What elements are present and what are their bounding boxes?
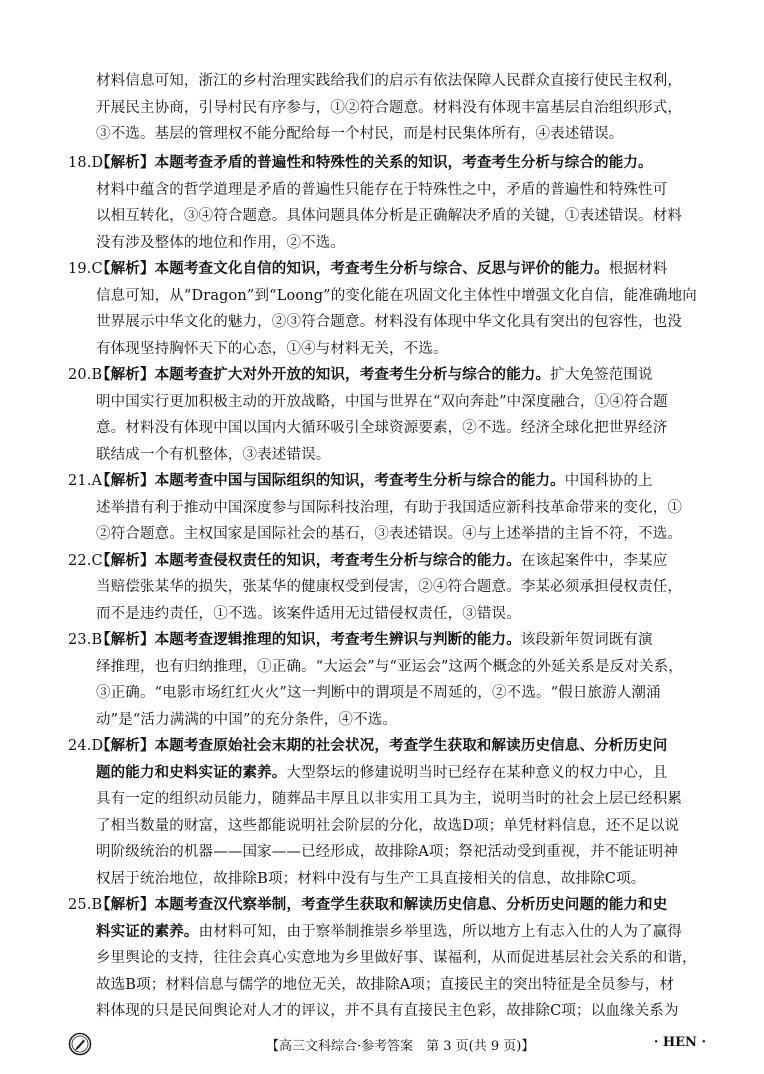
answer-line — [68, 786, 702, 813]
answer-line — [68, 627, 702, 654]
answer-line — [68, 230, 702, 257]
analysis-text: 扩大免签范围说 — [550, 367, 653, 383]
analysis-heading: 【解析】本题考查文化自信的知识，考查考生分析与综合、反思与评价的能力。 — [96, 260, 609, 277]
intro-line: ③不选。基层的管理权不能分配给每一个村民，而是村民集体所有，④表述错误。 — [96, 126, 624, 142]
question-number: 19.C — [68, 261, 103, 277]
answer-line — [68, 998, 702, 1025]
footer-code: · HEN · — [653, 1035, 706, 1050]
analysis-text: 明中国实行更加积极主动的开放战略，中国与世界在“双向奔赴”中深度融合，①④符合题 — [96, 393, 668, 410]
answer-item — [68, 256, 702, 362]
analysis-text: 意。材料没有体现中国以国内大循环吸引全球资源要素，②不选。经济全球化把世界经济 — [96, 420, 668, 436]
answer-line — [68, 574, 702, 601]
answer-line — [68, 892, 702, 919]
analysis-text: 在该起案件中，李某应 — [520, 552, 668, 569]
answer-line — [68, 256, 702, 283]
analysis-heading: 【解析】本题考查扩大对外开放的知识，考查考生分析与综合的能力。 — [96, 366, 551, 383]
answer-list — [68, 150, 702, 1025]
analysis-text: 有体现坚持胸怀天下的心态，①④与材料无关，不选。 — [96, 340, 448, 357]
answer-line — [68, 839, 702, 866]
answer-line — [68, 442, 702, 469]
answer-line — [68, 336, 702, 363]
analysis-text: 信息可知，从“Dragon”到“Loong”的变化能在巩固文化主体性中增强文化自信，能准确地向 — [96, 287, 697, 304]
answer-line — [68, 654, 702, 681]
analysis-text: 世界展示中华文化的魅力，②③符合题意。材料没有体现中华文化具有突出的包容性，也没 — [96, 314, 682, 330]
answer-item — [68, 362, 702, 468]
answer-line — [68, 150, 702, 177]
analysis-text: 了相当数量的财富，这些都能说明社会阶层的分化，故选D项；单凭材料信息，还不足以说 — [96, 817, 680, 834]
answer-line — [68, 177, 702, 204]
analysis-heading: 【解析】本题考查逻辑推理的知识，考查考生辨识与判断的能力。 — [96, 631, 521, 648]
answer-line — [68, 919, 702, 946]
intro-paragraph — [96, 68, 702, 148]
answer-line — [68, 760, 702, 787]
answer-line — [68, 309, 702, 336]
analysis-heading: 【解析】本题考查中国与国际组织的知识，考查考生分析与综合的能力。 — [96, 472, 565, 489]
analysis-text: 由材料可知，由于察举制推崇乡举里选，所以地方上有志入仕的人为了赢得 — [198, 923, 683, 940]
answer-line — [68, 866, 702, 893]
analysis-text: 权居于统治地位，故排除B项；材料中没有与生产工具直接相关的信息，故排除C项。 — [96, 870, 646, 887]
question-number: 20.B — [68, 367, 103, 383]
analysis-heading: 【解析】本题考查侵权责任的知识，考查考生分析与综合的能力。 — [96, 551, 521, 569]
analysis-text: ③正确。“电影市场红红火火”这一判断中的谓项是不周延的，②不选。“假日旅游人潮涌 — [96, 685, 661, 701]
pen-circle-logo-icon — [68, 1032, 92, 1056]
question-number: 23.B — [68, 632, 103, 648]
answer-line — [68, 415, 702, 442]
analysis-text: 中国科协的上 — [564, 473, 653, 489]
answer-line — [68, 495, 702, 522]
analysis-text: 乡里舆论的支持，往往会真心实意地为乡里做好事、谋福利，从而促进基层社会关系的和谐， — [96, 950, 697, 966]
analysis-text: 联结成一个有机整体，③表述错误。 — [96, 446, 331, 463]
question-number: 18.D — [68, 155, 104, 171]
analysis-heading: 【解析】本题考查汉代察举制，考查学生获取和解读历史信息、分析历史问题的能力和史 — [96, 896, 668, 913]
answer-line — [68, 362, 702, 389]
analysis-text: 而不是违约责任，①不选。该案件适用无过错侵权责任，③错误。 — [96, 605, 521, 622]
analysis-text: 以相互转化，③④符合题意。具体问题具体分析是正确解决矛盾的关键，①表述错误。材料 — [96, 208, 682, 224]
answer-line — [68, 468, 702, 495]
question-number: 25.B — [68, 897, 103, 913]
question-number: 21.A — [68, 473, 103, 489]
answer-line — [68, 813, 702, 840]
answer-item — [68, 150, 702, 256]
analysis-text: 材料中蕴含的哲学道理是矛盾的普遍性只能存在于特殊性之中，矛盾的普遍性和特殊性可 — [96, 181, 668, 198]
question-number: 24.D — [68, 738, 104, 754]
answer-item — [68, 548, 702, 628]
answer-item — [68, 468, 702, 548]
answer-line — [68, 707, 702, 734]
analysis-text: 根据材料 — [608, 261, 668, 277]
answer-item — [68, 627, 702, 733]
analysis-heading: 【解析】本题考查原始社会末期的社会状况，考查学生获取和解读历史信息、分析历史问 — [96, 737, 668, 754]
answer-line — [68, 389, 702, 416]
answer-line — [68, 680, 702, 707]
analysis-text: 大型祭坛的修建说明当时已经存在某种意义的权力中心，且 — [286, 764, 668, 781]
answer-line — [68, 601, 702, 628]
analysis-text: 动”是“活力满满的中国”的充分条件，④不选。 — [96, 711, 398, 728]
answer-line — [68, 521, 702, 548]
intro-line: 材料信息可知，浙江的乡村治理实践给我们的启示有依法保障人民群众直接行使民主权利， — [96, 73, 682, 89]
analysis-text: 绎推理，也有归纳推理，①正确。“大运会”与“亚运会”这两个概念的外延关系是反对关系， — [96, 658, 683, 675]
analysis-text: 该段新年贺词既有演 — [520, 632, 653, 648]
answer-line — [68, 945, 702, 972]
answer-line — [68, 972, 702, 999]
intro-line: 开展民主协商，引导村民有序参与，①②符合题意。材料没有体现丰富基层自治组织形式， — [96, 99, 682, 116]
analysis-text: 具有一定的组织动员能力，随葬品丰厚且以非实用工具为主，说明当时的社会上层已经积累 — [96, 791, 682, 807]
analysis-text: 故选B项；材料信息与儒学的地位无关，故排除A项；直接民主的突出特征是全员参与，材 — [96, 976, 675, 993]
analysis-text: 料体现的只是民间舆论对人才的评议，并不具有直接民主色彩，故排除C项；以血缘关系为 — [96, 1003, 679, 1019]
analysis-text: 明阶级统治的机器——国家——已经形成，故排除A项；祭祀活动受到重视，并不能证明神 — [96, 844, 678, 860]
analysis-text: 当赔偿张某华的损失，张某华的健康权受到侵害，②④符合题意。李某必须承担侵权责任， — [96, 579, 682, 595]
analysis-text: 述举措有利于推动中国深度参与国际科技治理，有助于我国适应新科技革命带来的变化，① — [96, 499, 682, 516]
footer-page-info: 【高三文科综合·参考答案 第 3 页(共 9 页)】 — [266, 1039, 535, 1054]
page-footer — [68, 1032, 708, 1058]
answer-item — [68, 733, 702, 892]
analysis-heading: 料实证的素养。 — [96, 922, 199, 940]
analysis-text: ②符合题意。主权国家是国际社会的基石，③表述错误。④与上述举措的主旨不符，不选。 — [96, 526, 682, 542]
answer-line — [68, 283, 702, 310]
answer-line — [68, 203, 702, 230]
answer-item — [68, 892, 702, 1025]
analysis-text: 没有涉及整体的地位和作用，②不选。 — [96, 234, 346, 251]
analysis-heading: 【解析】本题考查矛盾的普遍性和特殊性的关系的知识，考查考生分析与综合的能力。 — [96, 154, 653, 171]
question-number: 22.C — [68, 552, 103, 569]
answer-line — [68, 548, 702, 575]
answer-line — [68, 733, 702, 760]
analysis-heading: 题的能力和史料实证的素养。 — [96, 763, 287, 781]
